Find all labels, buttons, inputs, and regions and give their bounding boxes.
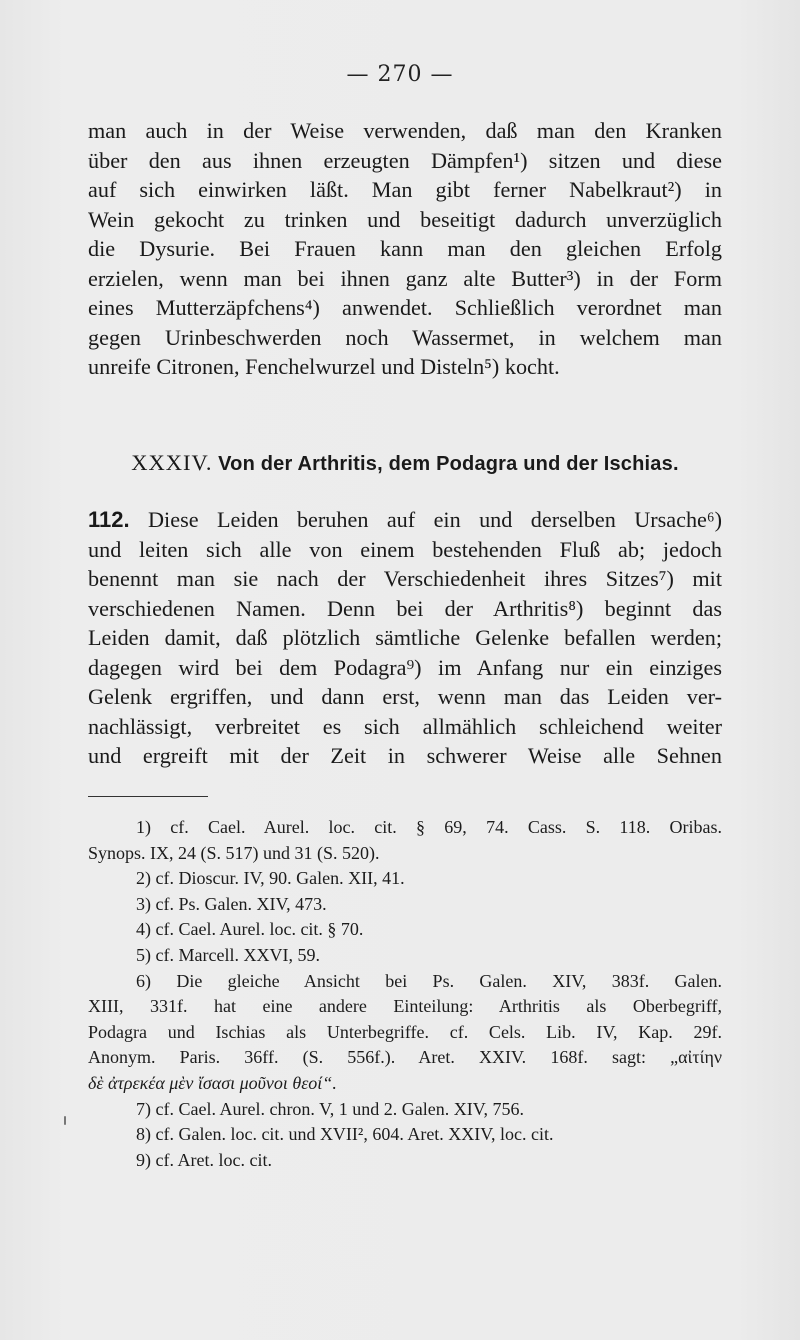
footnote: 2) cf. Dioscur. IV, 90. Galen. XII, 41. [136,868,405,889]
text-line: die Dysurie. Bei Frauen kann man den gleichen Erfolg [88,236,722,261]
text-line: erzielen, wenn man bei ihnen ganz alte Butter³) in der Form [88,265,722,291]
print-speck [64,1116,66,1125]
section-heading [88,450,722,476]
text-line: Gelenk ergriffen, und dann erst, wenn man das Leiden ver- [88,684,722,709]
text-line: nachlässigt, verbreitet es sich allmählich schleichend weiter [88,713,722,739]
text-line: gegen Urinbeschwerden noch Wassermet, in welchem man [88,324,722,350]
text-line: 112. Diese Leiden beruhen auf ein und derselben Ursache⁶) [88,507,722,532]
section-title: Von der Arthritis, dem Podagra und der Ischias. [218,453,679,475]
paragraph-number: 112. [88,507,130,532]
text-line: und ergreift mit der Zeit in schwerer Weise alle Sehnen [88,743,722,768]
text-line: über den aus ihnen erzeugten Dämpfen¹) sitzen und diese [88,147,722,173]
footnote: Synops. IX, 24 (S. 517) und 31 (S. 520). [88,842,380,863]
text-line: und leiten sich alle von einem bestehenden Fluß ab; jedoch [88,536,722,562]
footnote: 3) cf. Ps. Galen. XIV, 473. [136,893,327,914]
footnote: 7) cf. Cael. Aurel. chron. V, 1 und 2. Galen. XIV, 756. [136,1098,524,1119]
paragraph-112 [88,505,722,771]
footnote: 6) Die gleiche Ansicht bei Ps. Galen. XIV, 383f. Galen. [136,970,722,991]
text-line: dagegen wird bei dem Podagra⁹) im Anfang nur ein einziges [88,654,722,680]
page-number: — 270 — [346,62,454,87]
section-number: XXXIV. [131,450,213,475]
footnote: Podagra und Ischias als Unterbegriffe. cf. Cels. Lib. IV, Kap. 29f. [88,1021,722,1042]
footnote: 8) cf. Galen. loc. cit. und XVII², 604. Aret. XXIV, loc. cit. [136,1124,554,1145]
text-line: Wein gekocht zu trinken und beseitigt dadurch unverzüglich [88,206,722,232]
footnote: XIII, 331f. hat eine andere Einteilung: Arthritis als Oberbegriff, [88,996,722,1017]
text-line: auf sich einwirken läßt. Man gibt ferner Nabelkraut²) in [88,177,722,202]
text-line: eines Mutterzäpfchens⁴) anwendet. Schließlich verordnet man [88,295,722,320]
footnote: 4) cf. Cael. Aurel. loc. cit. § 70. [136,919,364,940]
footnote: δὲ ἀτρεκέα μὲν ἴσασι μοῦνοι θεοί“. [88,1072,337,1093]
footnotes [88,815,722,1173]
text-line: Leiden damit, daß plötzlich sämtliche Gelenke befallen werden; [88,625,722,650]
paragraph-continuation [88,116,722,382]
text-line: verschiedenen Namen. Denn bei der Arthritis⁸) beginnt das [88,595,722,621]
footnote: 9) cf. Aret. loc. cit. [136,1149,272,1170]
text-line: unreife Citronen, Fenchelwurzel und Disteln⁵) kocht. [88,354,560,379]
text-line: benennt man sie nach der Verschiedenheit ihres Sitzes⁷) mit [88,566,722,591]
text-line: man auch in der Weise verwenden, daß man den Kranken [88,118,722,143]
footnote: 1) cf. Cael. Aurel. loc. cit. § 69, 74. Cass. S. 118. Oribas. [136,817,722,837]
footnote: 5) cf. Marcell. XXVI, 59. [136,944,320,965]
footnote: Anonym. Paris. 36ff. (S. 556f.). Aret. XXIV. 168f. sagt: „αἰτίην [88,1047,722,1068]
footnote-divider [88,796,208,797]
